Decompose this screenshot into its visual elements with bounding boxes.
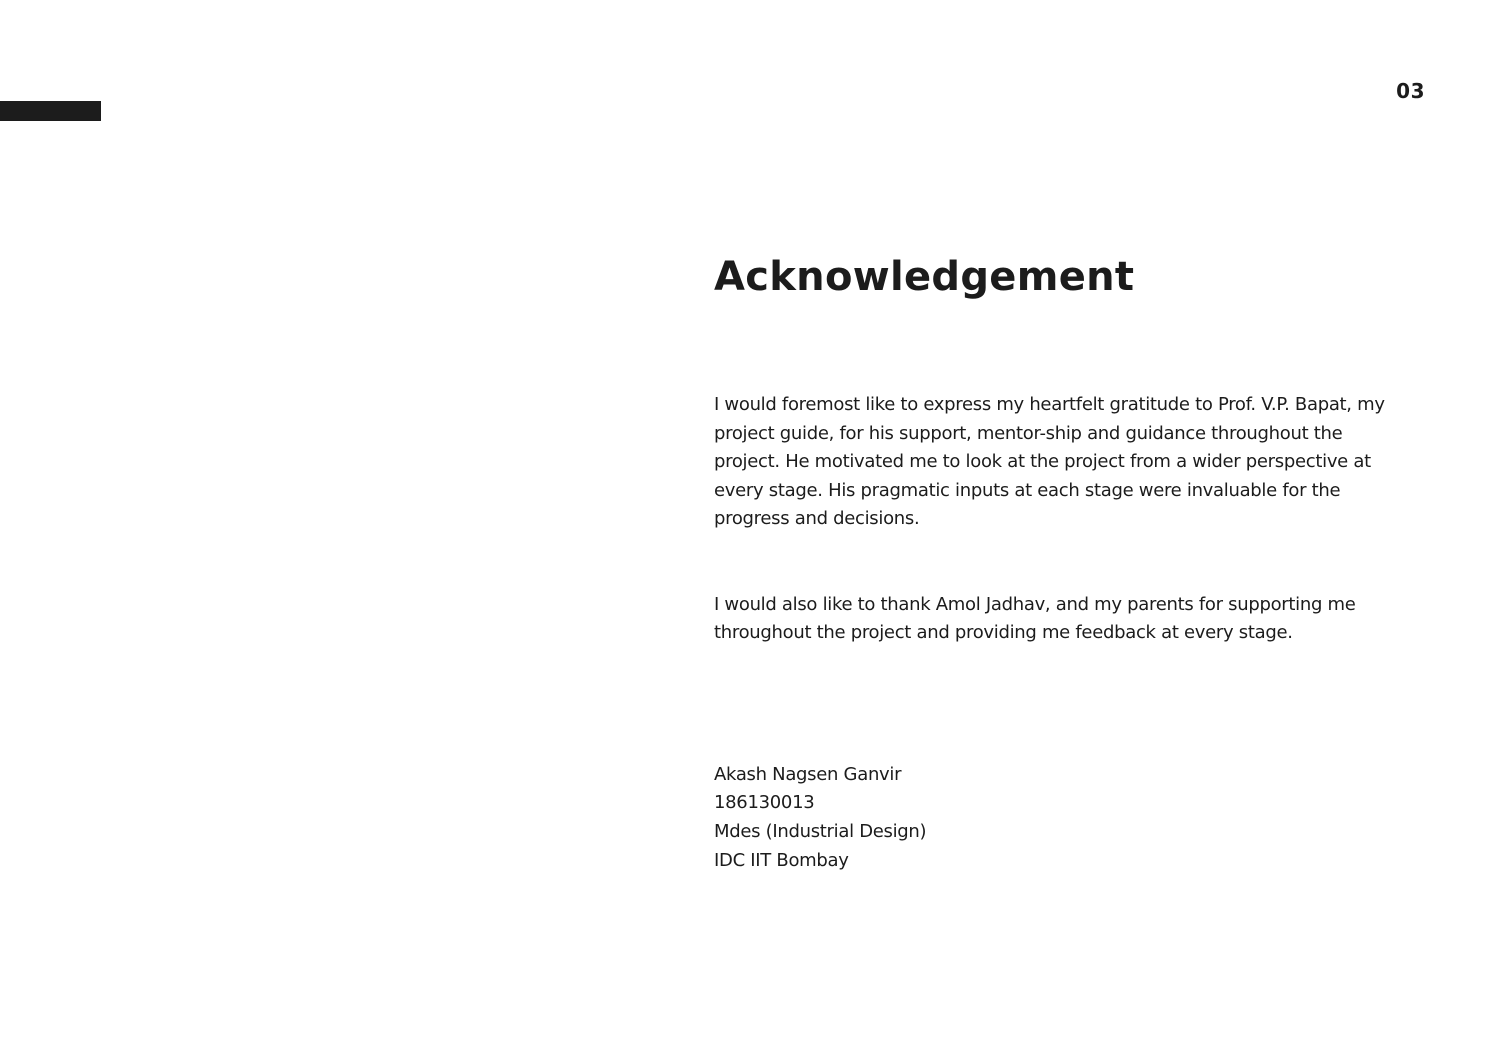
roll-number: 186130013 [714,792,815,814]
signature-block [714,761,1394,876]
program-name: Mdes (Industrial Design) [714,820,927,842]
institute-name: IDC IIT Bombay [714,849,849,871]
acknowledgement-paragraph-2: I would also like to thank Amol Jadhav, and my parents for supporting me throughout the project and providing me feedback at every stage. [714,593,1356,643]
author-name: Akash Nagsen Ganvir [714,763,902,785]
acknowledgement-section [714,251,1394,875]
acknowledgement-paragraph-1: I would foremost like to express my heartfelt gratitude to Prof. V.P. Bapat, my project guide, for his support, mentor-ship and guidance throughout the project. He motivated me to look at the project from a wider perspective at every stage. His pragmatic inputs at each stage were invaluable for the progress and decisions. [714,394,1385,529]
header-accent-bar [0,101,101,121]
page-title: Acknowledgement [714,254,1135,300]
page-number: 03 [1396,79,1425,103]
